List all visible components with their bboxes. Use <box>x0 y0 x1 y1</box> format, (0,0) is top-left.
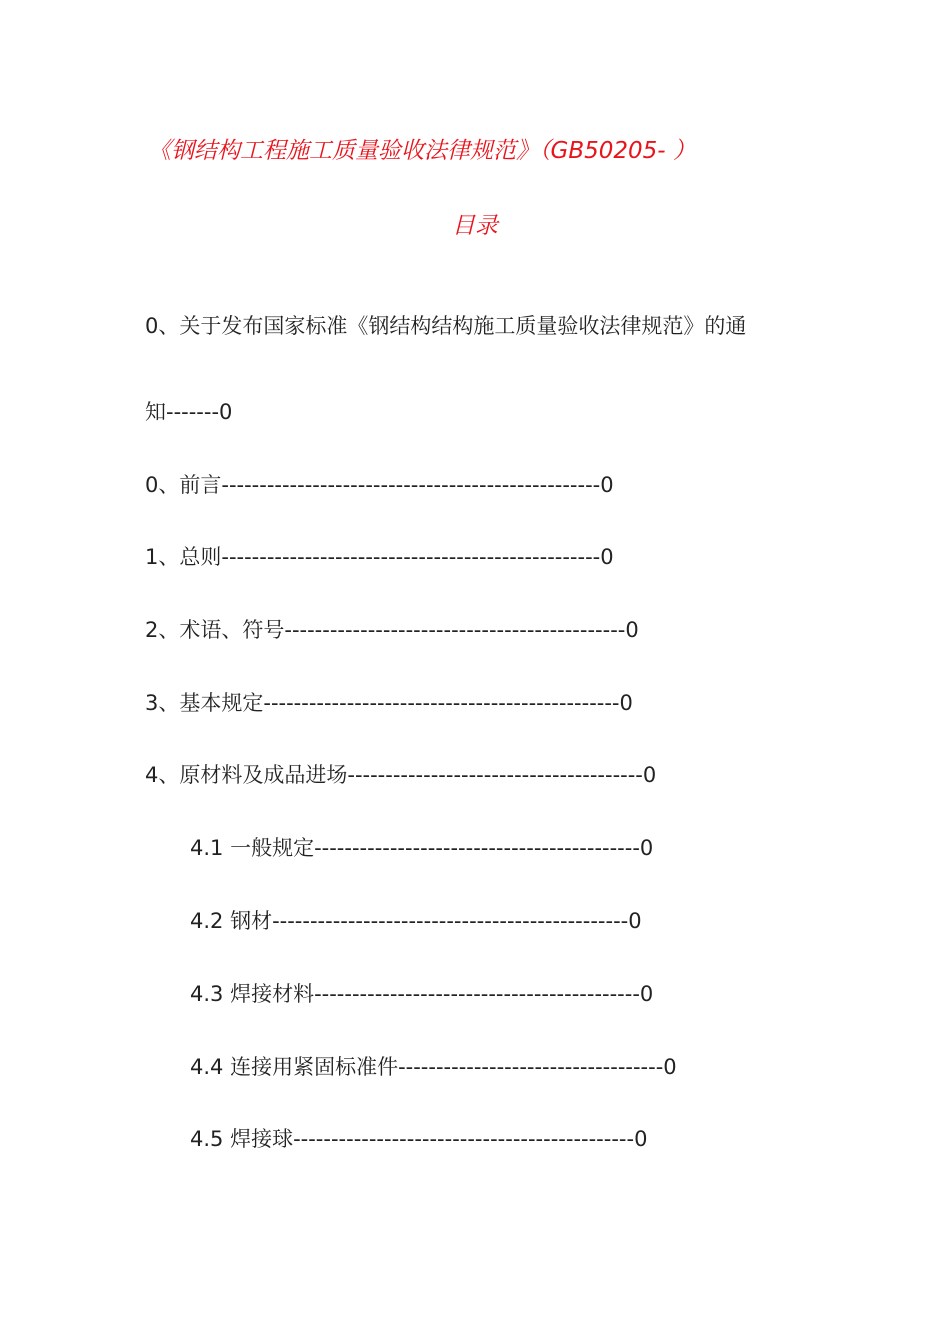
toc-entry-4-2: 4.2 钢材-----------------------------------------------0 <box>190 909 642 933</box>
toc-entry-terms: 2、术语、符号---------------------------------------------0 <box>145 618 639 642</box>
toc-entry-general: 1、总则--------------------------------------------------0 <box>145 545 614 569</box>
toc-entry-4-1: 4.1 一般规定-------------------------------------------0 <box>190 836 654 860</box>
toc-entry-preface: 0、前言--------------------------------------------------0 <box>145 473 614 497</box>
toc-entry-notice: 0、关于发布国家标准《钢结构结构施工质量验收法律规范》的通 <box>145 314 747 338</box>
toc-entry-notice-cont: 知-------0 <box>145 400 233 424</box>
toc-heading: 目录 <box>452 213 498 239</box>
toc-entry-basic-rules: 3、基本规定-----------------------------------------------0 <box>145 691 633 715</box>
toc-entry-4-5: 4.5 焊接球---------------------------------------------0 <box>190 1127 648 1151</box>
toc-entry-materials: 4、原材料及成品进场---------------------------------------0 <box>145 763 657 787</box>
document-title: 《钢结构工程施工质量验收法律规范》（GB50205- ） <box>148 138 696 164</box>
toc-entry-4-3: 4.3 焊接材料-------------------------------------------0 <box>190 982 654 1006</box>
toc-entry-4-4: 4.4 连接用紧固标准件-----------------------------------0 <box>190 1055 677 1079</box>
